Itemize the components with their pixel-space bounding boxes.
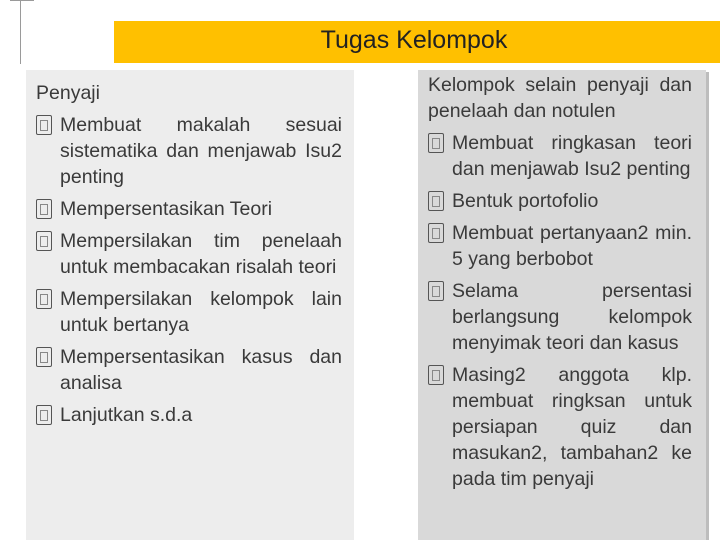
list-item-text: Mempersentasikan Teori: [60, 198, 273, 220]
list-item-text: Membuat ringkasan teori dan menjawab Isu2 penting: [452, 132, 692, 180]
square-bullet-icon: [36, 199, 52, 219]
right-column: [428, 72, 692, 492]
left-heading: Penyaji: [36, 82, 100, 104]
square-bullet-icon: [36, 347, 52, 367]
list-item: [428, 220, 692, 272]
list-item: [428, 188, 692, 214]
square-bullet-icon: [428, 223, 444, 243]
right-panel-shadow: [706, 72, 709, 540]
list-item-text: Mempersilakan kelompok lain untuk bertanya: [60, 288, 342, 336]
list-item-text: Lanjutkan s.d.a: [60, 404, 193, 426]
list-item: [36, 402, 342, 428]
list-item-text: Bentuk portofolio: [452, 190, 599, 212]
square-bullet-icon: [428, 191, 444, 211]
right-heading: Kelompok selain penyaji dan penelaah dan notulen: [428, 74, 692, 122]
slide-title: Tugas Kelompok: [320, 26, 508, 54]
list-item-text: Membuat makalah sesuai sistematika dan menjawab Isu2 penting: [60, 114, 342, 188]
list-item-text: Membuat pertanyaan2 min. 5 yang berbobot: [452, 222, 692, 270]
square-bullet-icon: [428, 281, 444, 301]
list-item-text: Selama persentasi berlangsung kelompok menyimak teori dan kasus: [452, 280, 692, 354]
square-bullet-icon: [36, 231, 52, 251]
decorative-line-left: [20, 0, 21, 64]
list-item: [36, 196, 342, 222]
list-item-text: Mempersentasikan kasus dan analisa: [60, 346, 342, 394]
square-bullet-icon: [36, 289, 52, 309]
square-bullet-icon: [36, 115, 52, 135]
list-item-text: Masing2 anggota klp. membuat ringksan untuk persiapan quiz dan masukan2, tambahan2 ke pada tim penyaji: [452, 364, 692, 490]
square-bullet-icon: [36, 405, 52, 425]
square-bullet-icon: [428, 365, 444, 385]
list-item-text: Mempersilakan tim penelaah untuk membacakan risalah teori: [60, 230, 342, 278]
list-item: [36, 228, 342, 280]
list-item: [36, 286, 342, 338]
list-item: [428, 362, 692, 492]
list-item: [428, 278, 692, 356]
list-item: [428, 130, 692, 182]
list-item: [36, 112, 342, 190]
left-column: [36, 80, 342, 428]
square-bullet-icon: [428, 133, 444, 153]
decorative-line-top: [10, 0, 34, 1]
list-item: [36, 344, 342, 396]
